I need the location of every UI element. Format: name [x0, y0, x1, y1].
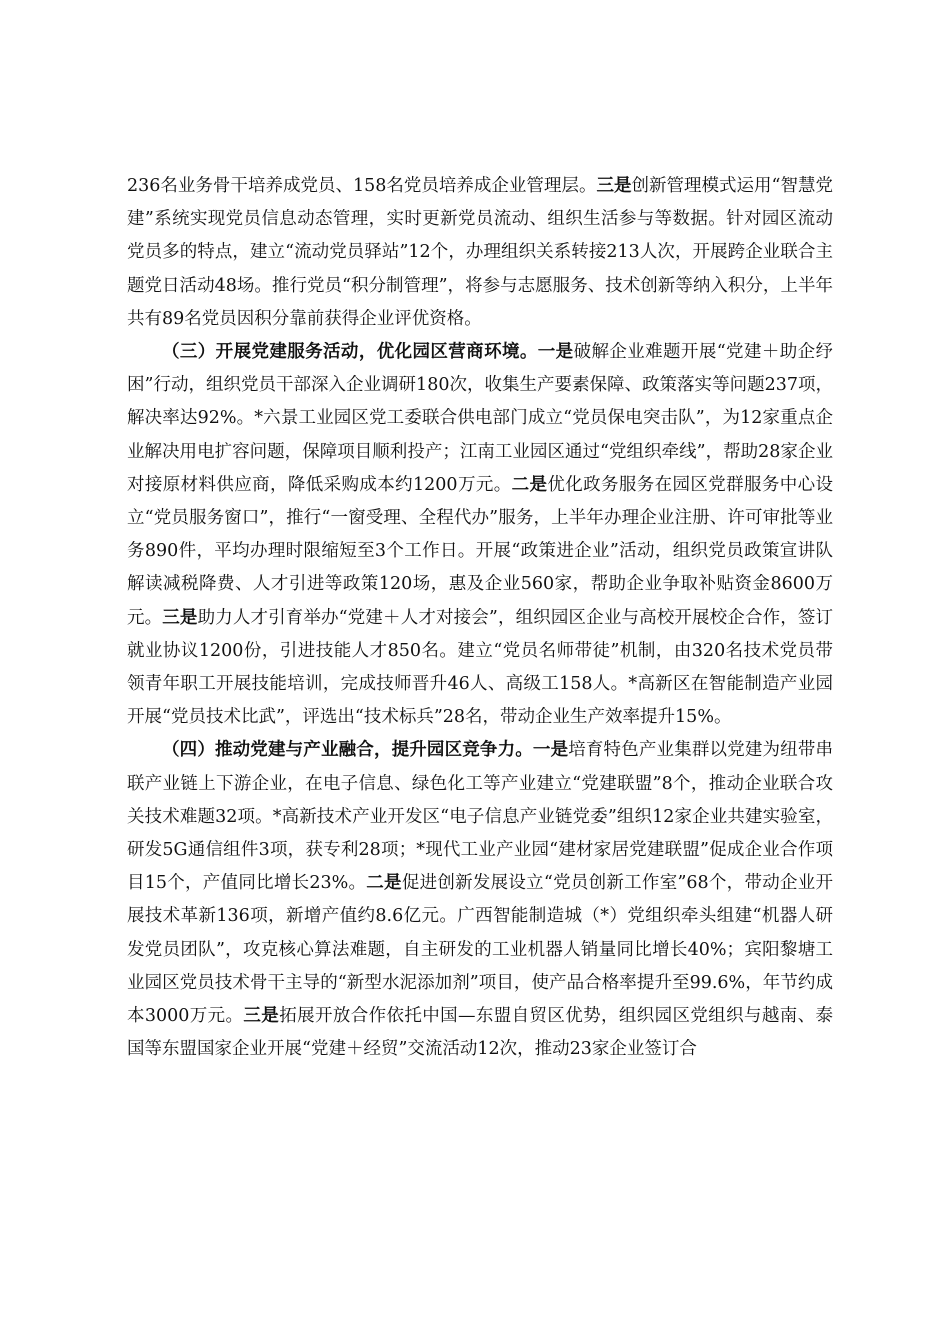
bold-run: 二是: [366, 873, 402, 894]
text-run: 培育特色产业集群以党建为纽带串联产业链上下游企业，在电子信息、绿色化工等产业建立“党建联盟”8个，推动企业联合攻关技术难题32项。*高新技术产业开发区“电子信息产业链党委”组织12家企业共建实验室，研发5G通信组件3项，获专利28项；*现代工业产业园“建材家居党建联盟”促成企业合作项目15个，产值同比增长23%。: [127, 740, 834, 894]
bold-run: 一是: [532, 740, 569, 761]
paragraph-2: [127, 336, 833, 734]
text-run: 236名业务骨干培养成党员、158名党员培养成企业管理层。: [127, 176, 597, 196]
bold-run: 三是: [596, 176, 632, 196]
bold-run: 三是: [243, 1006, 280, 1027]
document-body: [127, 170, 833, 1066]
text-run: 优化政务服务在园区党群服务中心设立“党员服务窗口”，推行“一窗受理、全程代办”服务，上半年办理企业注册、许可审批等业务890件，平均办理时限缩短至3个工作日。开展“政策进企业”活动，组织党员政策宣讲队解读减税降费、人才引进等政策120场，惠及企业560家，帮助企业争取补贴资金8600万元。: [127, 474, 833, 628]
paragraph-1: [127, 170, 833, 336]
text-run: 破解企业难题开展“党建＋助企纾困”行动，组织党员干部深入企业调研180次，收集生产要素保障、政策落实等问题237项，解决率达92%。*六景工业园区党工委联合供电部门成立“党员保电突击队”，为12家重点企业解决用电扩容问题，保障项目顺利投产；江南工业园区通过“党组织牵线”，帮助28家企业对接原材料供应商，降低采购成本约1200万元。: [127, 342, 834, 495]
bold-run: 三是: [162, 607, 198, 628]
section-heading: （四）推动党建与产业融合，提升园区竞争力。: [162, 740, 533, 761]
paragraph-3: [127, 734, 833, 1066]
text-run: 拓展开放合作依托中国—东盟自贸区优势，组织园区党组织与越南、泰国等东盟国家企业开展“党建＋经贸”交流活动12次，推动23家企业签订合: [127, 1006, 833, 1060]
bold-run: 一是: [537, 342, 574, 363]
text-run: 促进创新发展设立“党员创新工作室”68个，带动企业开展技术革新136项，新增产值约8.6亿元。广西智能制造城（*）党组织牵头组建“机器人研发党员团队”，攻克核心算法难题，自主研发的工业机器人销量同比增长40%；宾阳黎塘工业园区党员技术骨干主导的“新型水泥添加剂”项目，使产品合格率提升至99.6%，年节约成本3000万元。: [127, 873, 833, 1027]
section-heading: （三）开展党建服务活动，优化园区营商环境。: [162, 342, 538, 363]
text-run: 助力人才引育举办“党建＋人才对接会”，组织园区企业与高校开展校企合作，签订就业协议1200份，引进技能人才850名。建立“党员名师带徒”机制，由320名技术党员带领青年职工开展技能培训，完成技师晋升46人、高级工158人。*高新区在智能制造产业园开展“党员技术比武”，评选出“技术标兵”28名，带动企业生产效率提升15%。: [127, 607, 834, 728]
text-run: 创新管理模式运用“智慧党建”系统实现党员信息动态管理，实时更新党员流动、组织生活参与等数据。针对园区流动党员多的特点，建立“流动党员驿站”12个，办理组织关系转接213人次，开展跨企业联合主题党日活动48场。推行党员“积分制管理”，将参与志愿服务、技术创新等纳入积分，上半年共有89名党员因积分靠前获得企业评优资格。: [127, 176, 833, 329]
bold-run: 二是: [511, 474, 548, 495]
